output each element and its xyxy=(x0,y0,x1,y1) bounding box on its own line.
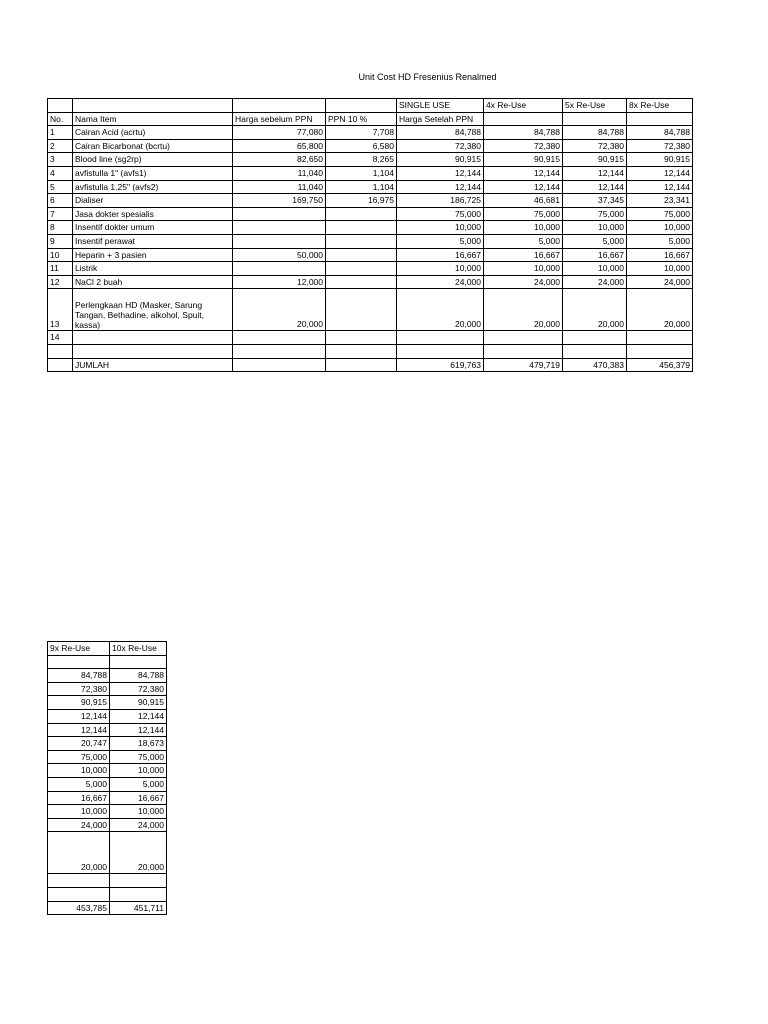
reuse-10x-price xyxy=(110,887,167,901)
reuse-8x-price: 10,000 xyxy=(627,262,693,276)
header-row xyxy=(48,99,693,113)
reuse-5x-price: 12,144 xyxy=(563,180,627,194)
reuse-4x-price xyxy=(484,331,563,345)
reuse-9x-price: 24,000 xyxy=(48,818,110,832)
item-name: Heparin + 3 pasien xyxy=(73,248,233,262)
reuse-8x-price: 72,380 xyxy=(627,139,693,153)
price-before-ppn xyxy=(233,331,326,345)
row-number: 4 xyxy=(48,166,73,180)
header-row xyxy=(48,112,693,126)
single-use-price: 24,000 xyxy=(397,275,484,289)
column-header: 4x Re-Use xyxy=(484,99,563,113)
reuse-5x-price: 75,000 xyxy=(563,207,627,221)
single-use-price: 5,000 xyxy=(397,234,484,248)
reuse-4x-price: 20,000 xyxy=(484,289,563,331)
single-use-price: 16,667 xyxy=(397,248,484,262)
header-row xyxy=(48,655,167,669)
row-number: 11 xyxy=(48,262,73,276)
ppn-amount xyxy=(326,234,397,248)
reuse-4x-price: 10,000 xyxy=(484,221,563,235)
price-before-ppn: 50,000 xyxy=(233,248,326,262)
row-number xyxy=(48,344,73,358)
row-number: 6 xyxy=(48,194,73,208)
column-header xyxy=(233,99,326,113)
column-header: 5x Re-Use xyxy=(563,99,627,113)
reuse-5x-price: 90,915 xyxy=(563,153,627,167)
item-name xyxy=(73,344,233,358)
ppn-amount: 7,708 xyxy=(326,126,397,140)
column-header: Harga Setelah PPN xyxy=(397,112,484,126)
reuse-5x-price: 12,144 xyxy=(563,166,627,180)
reuse-4x-price: 75,000 xyxy=(484,207,563,221)
single-use-price xyxy=(397,331,484,345)
table-row xyxy=(48,737,167,751)
single-use-price: 75,000 xyxy=(397,207,484,221)
table-row xyxy=(48,126,693,140)
reuse-9x-price: 12,144 xyxy=(48,709,110,723)
item-name: Cairan Bicarbonat (bcrtu) xyxy=(73,139,233,153)
reuse-5x-price: 16,667 xyxy=(563,248,627,262)
price-before-ppn xyxy=(233,207,326,221)
column-header xyxy=(563,112,627,126)
reuse-9x-total: 453,785 xyxy=(48,901,110,915)
reuse-5x-price: 84,788 xyxy=(563,126,627,140)
table-row xyxy=(48,262,693,276)
table-row xyxy=(48,791,167,805)
reuse-10x-price: 18,673 xyxy=(110,737,167,751)
reuse-9x-price: 72,380 xyxy=(48,682,110,696)
ppn-amount: 16,975 xyxy=(326,194,397,208)
ppn-amount: 6,580 xyxy=(326,139,397,153)
reuse-extension-table xyxy=(47,641,167,915)
reuse-8x-price: 90,915 xyxy=(627,153,693,167)
table-row xyxy=(48,153,693,167)
total-row xyxy=(48,358,693,372)
row-number: 7 xyxy=(48,207,73,221)
table-row xyxy=(48,682,167,696)
table-row xyxy=(48,750,167,764)
reuse-9x-price: 10,000 xyxy=(48,805,110,819)
row-number: 5 xyxy=(48,180,73,194)
item-name: Dialiser xyxy=(73,194,233,208)
price-before-ppn: 12,000 xyxy=(233,275,326,289)
reuse-4x-price: 12,144 xyxy=(484,166,563,180)
reuse-9x-price: 75,000 xyxy=(48,750,110,764)
table-row xyxy=(48,669,167,683)
item-name xyxy=(73,331,233,345)
column-header: Harga sebelum PPN xyxy=(233,112,326,126)
price-before-ppn: 77,080 xyxy=(233,126,326,140)
reuse-8x-price xyxy=(627,331,693,345)
reuse-10x-price: 10,000 xyxy=(110,764,167,778)
reuse-4x-price: 24,000 xyxy=(484,275,563,289)
single-use-price: 186,725 xyxy=(397,194,484,208)
price-before-ppn: 11,040 xyxy=(233,166,326,180)
table-row xyxy=(48,289,693,331)
reuse-4x-price: 5,000 xyxy=(484,234,563,248)
reuse-9x-price: 20,747 xyxy=(48,737,110,751)
reuse-10x-price: 5,000 xyxy=(110,777,167,791)
reuse-4x-price: 72,380 xyxy=(484,139,563,153)
ppn-amount: 8,265 xyxy=(326,153,397,167)
reuse-10x-price: 20,000 xyxy=(110,832,167,874)
table-row xyxy=(48,331,693,345)
column-header xyxy=(484,112,563,126)
reuse-5x-price: 10,000 xyxy=(563,221,627,235)
reuse-8x-total: 456,379 xyxy=(627,358,693,372)
reuse-5x-total: 470,383 xyxy=(563,358,627,372)
ppn-amount: 1,104 xyxy=(326,166,397,180)
reuse-9x-price: 20,000 xyxy=(48,832,110,874)
total-row xyxy=(48,901,167,915)
table-row xyxy=(48,166,693,180)
column-header: No. xyxy=(48,112,73,126)
column-header xyxy=(48,655,110,669)
table-row xyxy=(48,221,693,235)
ppn-amount xyxy=(326,262,397,276)
single-use-price xyxy=(397,344,484,358)
price-before-ppn: 169,750 xyxy=(233,194,326,208)
item-name: Insentif perawat xyxy=(73,234,233,248)
reuse-5x-price: 20,000 xyxy=(563,289,627,331)
price-before-ppn xyxy=(233,234,326,248)
reuse-4x-price: 84,788 xyxy=(484,126,563,140)
reuse-9x-price: 12,144 xyxy=(48,723,110,737)
reuse-5x-price: 10,000 xyxy=(563,262,627,276)
column-header xyxy=(110,655,167,669)
reuse-8x-price: 5,000 xyxy=(627,234,693,248)
column-header: PPN 10 % xyxy=(326,112,397,126)
column-header xyxy=(73,99,233,113)
single-use-price: 10,000 xyxy=(397,262,484,276)
item-name: avfistulla 1.25" (avfs2) xyxy=(73,180,233,194)
reuse-9x-price: 90,915 xyxy=(48,696,110,710)
reuse-5x-price xyxy=(563,331,627,345)
price-before-ppn xyxy=(233,344,326,358)
row-number: 10 xyxy=(48,248,73,262)
ppn-amount xyxy=(326,289,397,331)
table-row xyxy=(48,874,167,888)
single-use-total: 619,763 xyxy=(397,358,484,372)
table-row xyxy=(48,887,167,901)
reuse-10x-price: 24,000 xyxy=(110,818,167,832)
row-number: 13 xyxy=(48,289,73,331)
reuse-5x-price: 72,380 xyxy=(563,139,627,153)
reuse-10x-price: 84,788 xyxy=(110,669,167,683)
single-use-price: 10,000 xyxy=(397,221,484,235)
column-header xyxy=(326,99,397,113)
reuse-5x-price: 37,345 xyxy=(563,194,627,208)
reuse-4x-price: 10,000 xyxy=(484,262,563,276)
table-row xyxy=(48,207,693,221)
ppn-amount xyxy=(326,248,397,262)
ppn-amount xyxy=(326,207,397,221)
row-number: 2 xyxy=(48,139,73,153)
item-name: Insentif dokter umum xyxy=(73,221,233,235)
unit-cost-table xyxy=(47,98,693,372)
price-before-ppn xyxy=(233,262,326,276)
row-number: 12 xyxy=(48,275,73,289)
reuse-8x-price: 10,000 xyxy=(627,221,693,235)
reuse-8x-price xyxy=(627,344,693,358)
table-row xyxy=(48,194,693,208)
reuse-4x-price: 12,144 xyxy=(484,180,563,194)
reuse-8x-price: 16,667 xyxy=(627,248,693,262)
table-row xyxy=(48,344,693,358)
table-row xyxy=(48,777,167,791)
reuse-8x-price: 12,144 xyxy=(627,180,693,194)
column-header: Nama Item xyxy=(73,112,233,126)
column-header xyxy=(48,99,73,113)
reuse-4x-price: 16,667 xyxy=(484,248,563,262)
reuse-5x-price: 24,000 xyxy=(563,275,627,289)
item-name: Jasa dokter spesialis xyxy=(73,207,233,221)
price-before-ppn xyxy=(233,358,326,372)
row-number xyxy=(48,358,73,372)
reuse-10x-price: 16,667 xyxy=(110,791,167,805)
row-number: 9 xyxy=(48,234,73,248)
table-row xyxy=(48,696,167,710)
ppn-amount xyxy=(326,221,397,235)
price-before-ppn: 11,040 xyxy=(233,180,326,194)
reuse-4x-price xyxy=(484,344,563,358)
row-number: 3 xyxy=(48,153,73,167)
reuse-10x-price xyxy=(110,874,167,888)
table-row xyxy=(48,818,167,832)
item-name: Blood line (sg2rp) xyxy=(73,153,233,167)
reuse-8x-price: 23,341 xyxy=(627,194,693,208)
table-row xyxy=(48,275,693,289)
price-before-ppn xyxy=(233,221,326,235)
table-row xyxy=(48,248,693,262)
reuse-9x-price: 10,000 xyxy=(48,764,110,778)
ppn-amount xyxy=(326,358,397,372)
reuse-10x-price: 72,380 xyxy=(110,682,167,696)
single-use-price: 12,144 xyxy=(397,166,484,180)
reuse-9x-price: 5,000 xyxy=(48,777,110,791)
reuse-5x-price xyxy=(563,344,627,358)
reuse-9x-price xyxy=(48,887,110,901)
table-row xyxy=(48,764,167,778)
ppn-amount xyxy=(326,331,397,345)
reuse-9x-price: 16,667 xyxy=(48,791,110,805)
row-number: 1 xyxy=(48,126,73,140)
reuse-4x-price: 46,681 xyxy=(484,194,563,208)
ppn-amount xyxy=(326,275,397,289)
item-name: avfistulla 1" (avfs1) xyxy=(73,166,233,180)
total-label: JUMLAH xyxy=(73,358,233,372)
ppn-amount xyxy=(326,344,397,358)
reuse-4x-price: 90,915 xyxy=(484,153,563,167)
reuse-8x-price: 20,000 xyxy=(627,289,693,331)
table-row xyxy=(48,180,693,194)
table-row xyxy=(48,139,693,153)
price-before-ppn: 65,800 xyxy=(233,139,326,153)
reuse-9x-price xyxy=(48,874,110,888)
column-header: 9x Re-Use xyxy=(48,642,110,656)
reuse-8x-price: 75,000 xyxy=(627,207,693,221)
header-row xyxy=(48,642,167,656)
item-name: NaCl 2 buah xyxy=(73,275,233,289)
single-use-price: 84,788 xyxy=(397,126,484,140)
reuse-10x-price: 75,000 xyxy=(110,750,167,764)
column-header: SINGLE USE xyxy=(397,99,484,113)
reuse-8x-price: 24,000 xyxy=(627,275,693,289)
row-number: 8 xyxy=(48,221,73,235)
reuse-10x-total: 451,711 xyxy=(110,901,167,915)
reuse-8x-price: 12,144 xyxy=(627,166,693,180)
reuse-9x-price: 84,788 xyxy=(48,669,110,683)
reuse-10x-price: 10,000 xyxy=(110,805,167,819)
table-row xyxy=(48,832,167,874)
item-name: Perlengkaan HD (Masker, Sarung Tangan, Bethadine, alkohol, Spuit, kassa) xyxy=(73,289,233,331)
reuse-10x-price: 12,144 xyxy=(110,709,167,723)
table-row xyxy=(48,234,693,248)
sheet-title: Unit Cost HD Fresenius Renalmed xyxy=(358,72,497,82)
column-header: 8x Re-Use xyxy=(627,99,693,113)
reuse-4x-total: 479,719 xyxy=(484,358,563,372)
single-use-price: 12,144 xyxy=(397,180,484,194)
reuse-10x-price: 90,915 xyxy=(110,696,167,710)
price-before-ppn: 20,000 xyxy=(233,289,326,331)
price-before-ppn: 82,650 xyxy=(233,153,326,167)
table-row xyxy=(48,709,167,723)
single-use-price: 20,000 xyxy=(397,289,484,331)
row-number: 14 xyxy=(48,331,73,345)
table-row xyxy=(48,723,167,737)
column-header: 10x Re-Use xyxy=(110,642,167,656)
ppn-amount: 1,104 xyxy=(326,180,397,194)
column-header xyxy=(627,112,693,126)
single-use-price: 90,915 xyxy=(397,153,484,167)
item-name: Listrik xyxy=(73,262,233,276)
reuse-5x-price: 5,000 xyxy=(563,234,627,248)
table-row xyxy=(48,805,167,819)
single-use-price: 72,380 xyxy=(397,139,484,153)
reuse-8x-price: 84,788 xyxy=(627,126,693,140)
reuse-10x-price: 12,144 xyxy=(110,723,167,737)
item-name: Cairan Acid (acrtu) xyxy=(73,126,233,140)
